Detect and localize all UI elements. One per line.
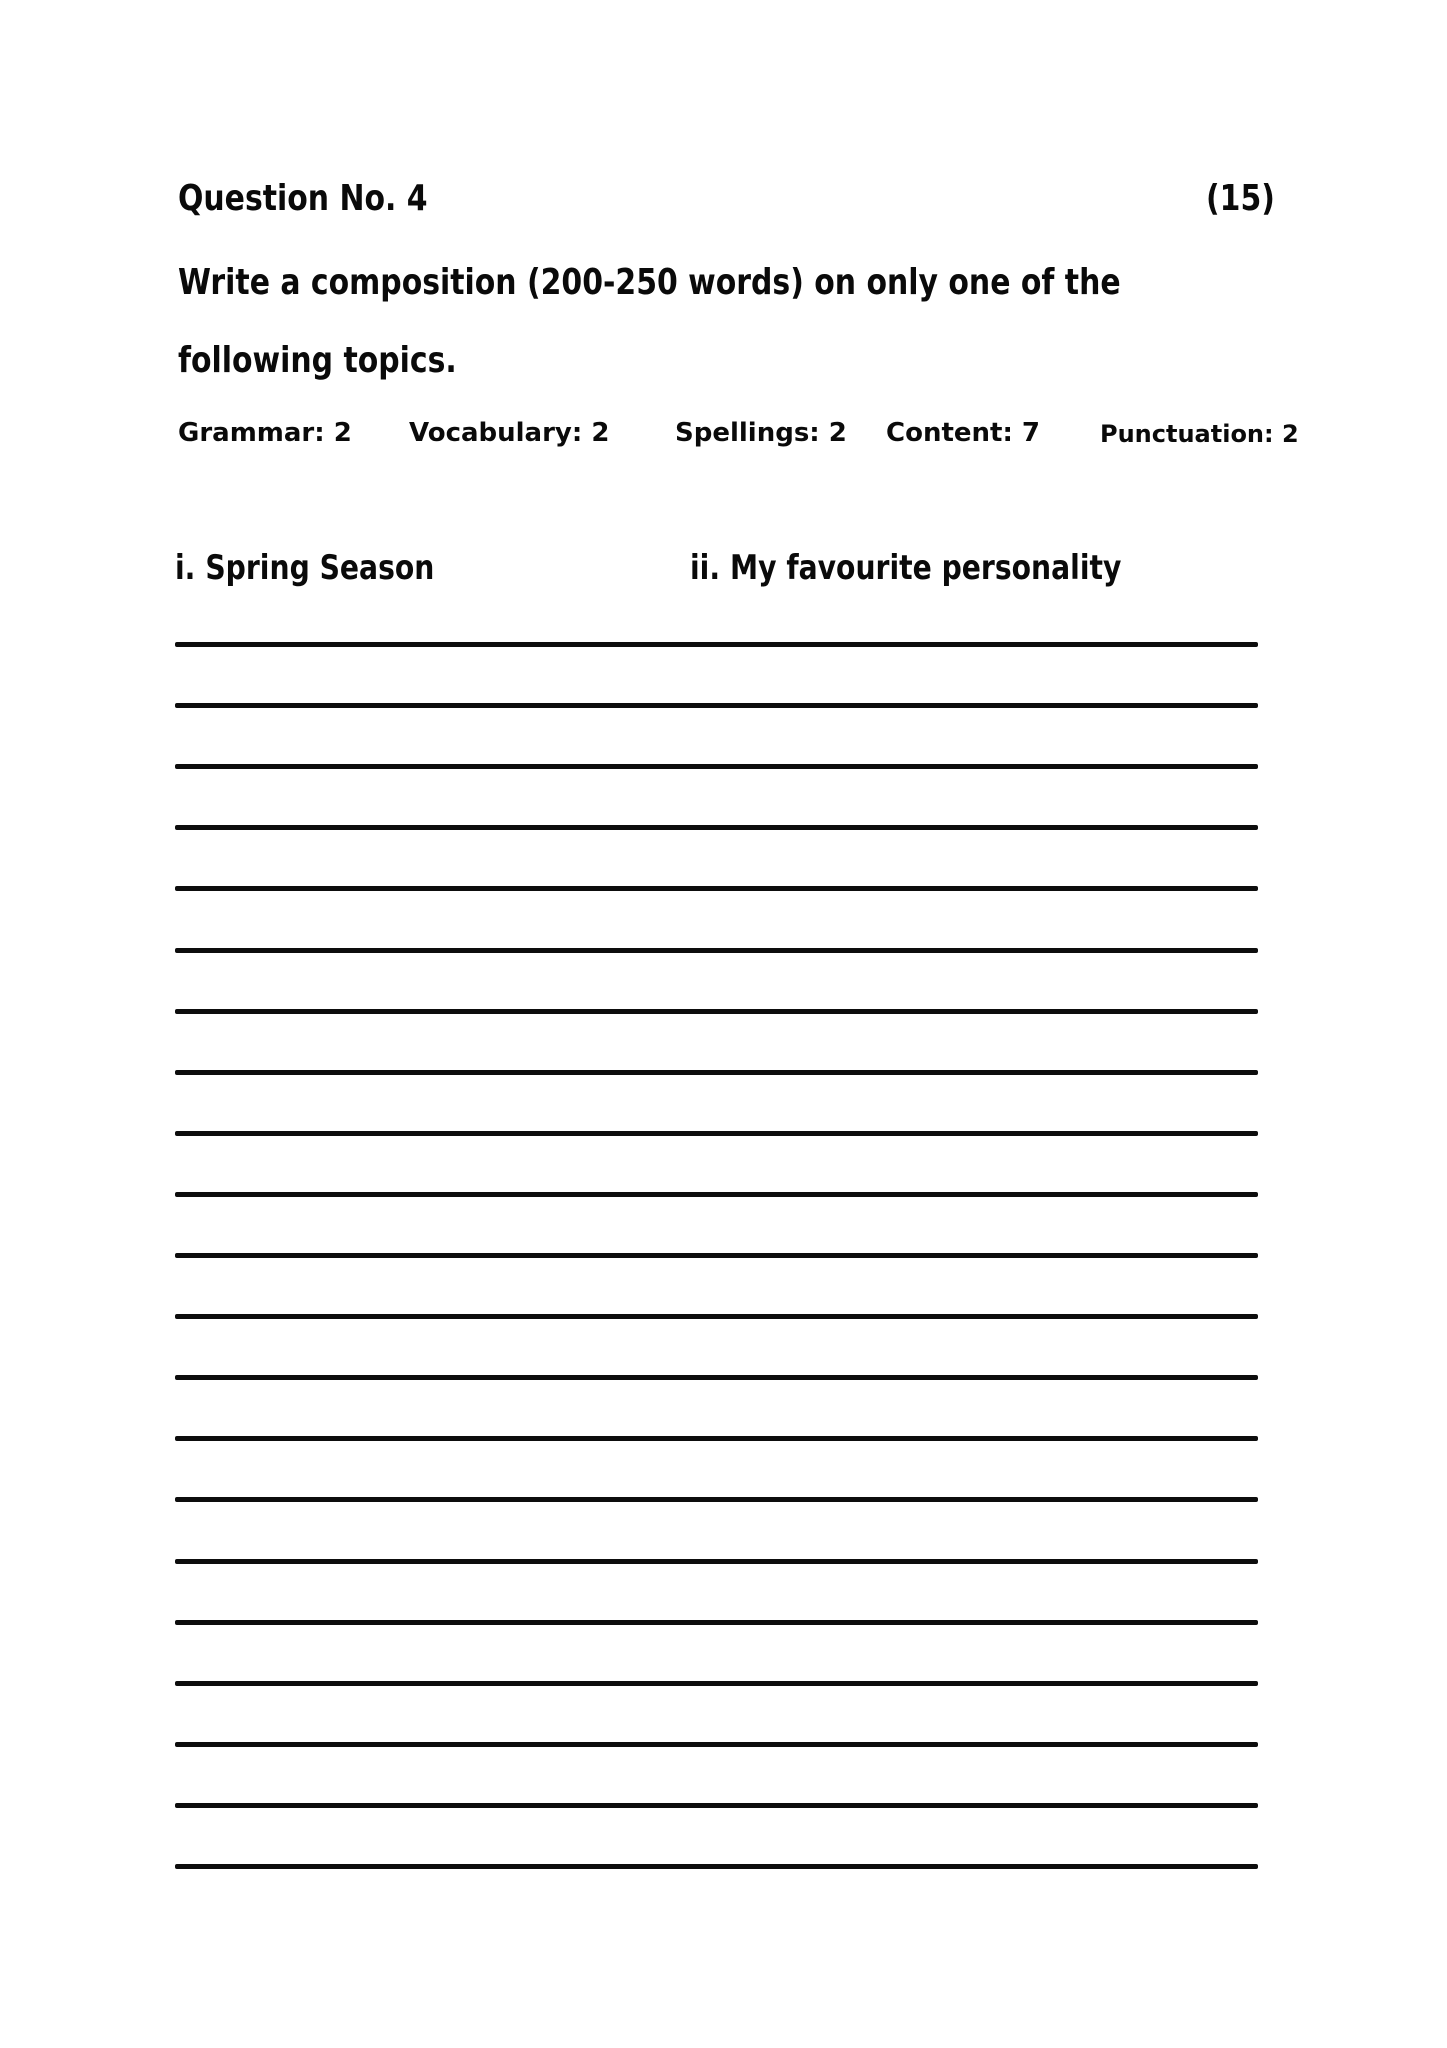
writing-line — [175, 886, 1258, 891]
marks-vocabulary: Vocabulary: 2 — [409, 418, 610, 448]
writing-line — [175, 703, 1258, 708]
marks-punctuation: Punctuation: 2 — [1100, 420, 1299, 448]
writing-line — [175, 1559, 1258, 1564]
topic-1-numeral: i. — [175, 548, 196, 588]
question-number-heading: Question No. 4 — [178, 178, 428, 219]
topic-2-numeral: ii. — [690, 548, 721, 588]
instruction-line-2: following topics. — [178, 340, 457, 381]
topic-1-title: Spring Season — [205, 548, 435, 588]
topic-option-1 — [175, 548, 434, 588]
topic-option-2 — [690, 548, 1121, 588]
writing-line — [175, 825, 1258, 830]
topic-2-title: My favourite personality — [730, 548, 1122, 588]
writing-line — [175, 1864, 1258, 1869]
writing-line — [175, 1192, 1258, 1197]
writing-line — [175, 1803, 1258, 1808]
writing-line — [175, 1070, 1258, 1075]
writing-line — [175, 1436, 1258, 1441]
marks-spellings: Spellings: 2 — [675, 418, 847, 448]
writing-line — [175, 1131, 1258, 1136]
writing-line — [175, 1009, 1258, 1014]
total-marks-label: (15) — [1206, 178, 1275, 219]
writing-line — [175, 1620, 1258, 1625]
instruction-line-1: Write a composition (200-250 words) on only one of the — [178, 262, 1121, 303]
writing-line — [175, 642, 1258, 647]
writing-line — [175, 1314, 1258, 1319]
writing-line — [175, 1681, 1258, 1686]
writing-line — [175, 1742, 1258, 1747]
marks-content: Content: 7 — [886, 418, 1040, 448]
writing-line — [175, 764, 1258, 769]
marks-grammar: Grammar: 2 — [178, 418, 352, 448]
writing-line — [175, 1253, 1258, 1258]
writing-line — [175, 1497, 1258, 1502]
writing-line — [175, 1375, 1258, 1380]
writing-line — [175, 948, 1258, 953]
